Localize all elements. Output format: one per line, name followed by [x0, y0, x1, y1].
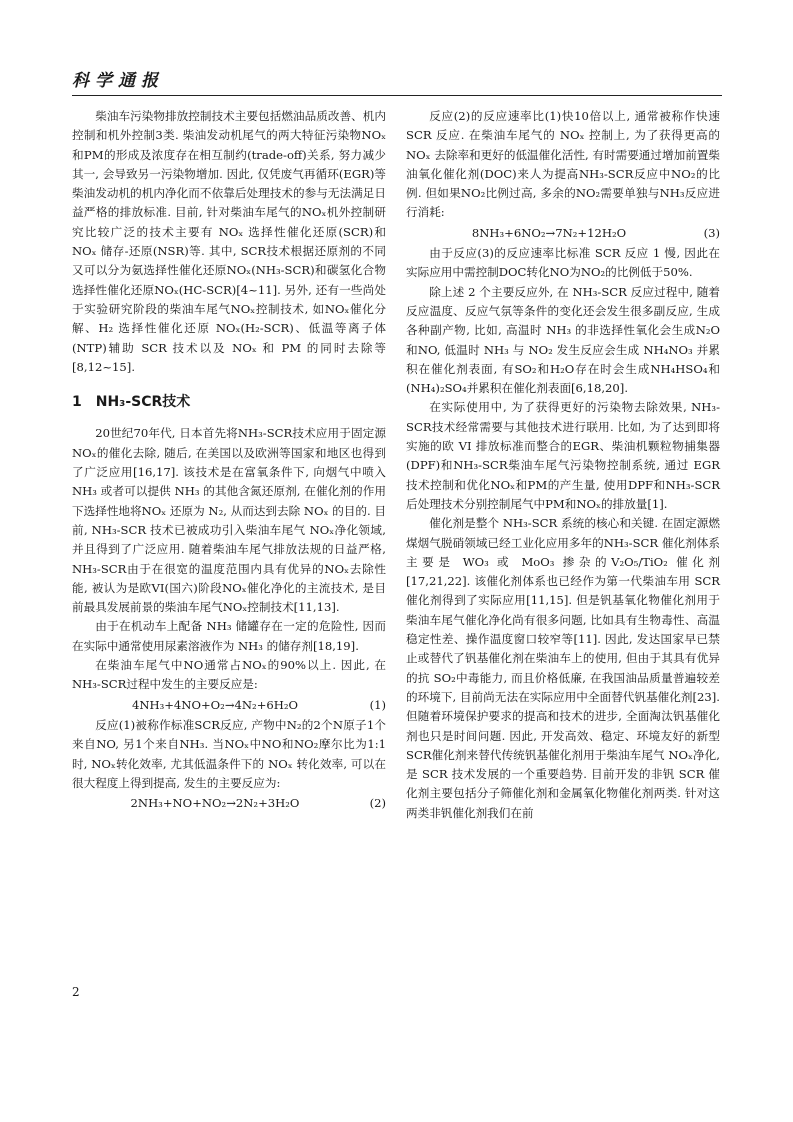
paragraph: 由于在机动车上配备 NH₃ 储罐存在一定的危险性, 因而在实际中通常使用尿素溶液作为 NH₃ 的储存剂[18,19].: [72, 619, 386, 653]
equation-label: (1): [369, 697, 386, 712]
paragraph: 催化剂是整个 NH₃-SCR 系统的核心和关键. 在固定源燃煤烟气脱硝领域已经工业化应用多年的NH₃-SCR 催化剂体系主要是 WO₃ 或 MoO₃ 掺杂的V₂O₅/TiO₂ 催化剂[17,21,22]. 该催化剂体系也已经作为第一代柴油车用 SCR 催化剂得到了实际应用[11,15]. 但是钒基氧化物催化剂用于柴油车尾气催化净化尚有很多问题, 比如具有生物毒性、高温稳定性差、操作温度窗口较窄等[11]. 因此, 发达国家早已禁止或替代了钒基催化剂在柴油车上的使用, 但由于其具有优异的抗 SO₂中毒能力, 而且价格低廉, 在我国油品质量普遍较差的环境下, 目前尚无法在实际应用中全面替代钒基催化剂[23]. 但随着环境保护要求的提高和技术的进步, 全面淘汰钒基催化剂也只是时间问题. 因此, 开发高效、稳定、环境友好的新型SCR催化剂来替代传统钒基催化剂用于柴油车尾气 NOₓ净化, 是 SCR 技术发展的一个重要趋势. 目前开发的非钒 SCR 催化剂主要包括分子筛催化剂和金属氧化物催化剂两类. 针对这两类非钒催化剂我们在前: [406, 516, 720, 820]
paragraph: 在柴油车尾气中NO通常占NOₓ的90%以上. 因此, 在NH₃-SCR过程中发生的主要反应是:: [72, 658, 386, 692]
paragraph: 20世纪70年代, 日本首先将NH₃-SCR技术应用于固定源NOₓ的催化去除, 随后, 在美国以及欧洲等国家和地区也得到了广泛应用[16,17]. 该技术是在富氧条件下, 向烟气中喷入 NH₃ 或者可以提供 NH₃ 的其他含氮还原剂, 在催化剂的作用下选择性地将NOₓ 还原为 N₂, 从而达到去除 NOₓ 的目的. 目前, NH₃-SCR 技术已被成功引入柴油车尾气 NOₓ净化领域, 并且得到了广泛应用. 随着柴油车尾气排放法规的日益严格, NH₃-SCR由于在很宽的温度范围内具有优异的NOₓ去除性能, 被认为是欧VI(国六)阶段NOₓ催化净化的主流技术, 是目前最具发展前景的柴油车尾气NOₓ控制技术[11,13].: [72, 426, 386, 615]
section-number: 1: [72, 394, 82, 411]
equation-label: (2): [369, 796, 386, 811]
paragraph: 由于反应(3)的反应速率比标准 SCR 反应 1 慢, 因此在实际应用中需控制DOC转化NO为NO₂的比例低于50%.: [406, 246, 720, 280]
paragraph: 在实际使用中, 为了获得更好的污染物去除效果, NH₃-SCR技术经常需要与其他技术进行联用. 比如, 为了达到即将实施的欧 VI 排放标准而整合的EGR、柴油机颗粒物捕集器(DPF)和NH₃-SCR柴油车尾气污染物控制系统, 通过 EGR 技术控制和优化NOₓ和PM的产生量, 使用DPF和NH₃-SCR后处理技术分别控制尾气中PM和NOₓ的排放量[1].: [406, 400, 720, 511]
paragraph: 柴油车污染物排放控制技术主要包括燃油品质改善、机内控制和机外控制3类. 柴油发动机尾气的两大特征污染物NOₓ和PM的形成及浓度存在相互制约(trade-off)关系, 努力减少其一, 会导致另一污染物增加. 因此, 仅凭废气再循环(EGR)等柴油发动机的机内净化而不依靠后处理技术的参与无法满足日益严格的排放标准. 目前, 针对柴油车尾气的NOₓ机外控制研究比较广泛的技术主要有 NOₓ 选择性催化还原(SCR)和 NOₓ 储存-还原(NSR)等. 其中, SCR技术根据还原剂的不同又可以分为氨选择性催化还原NOₓ(NH₃-SCR)和碳氢化合物选择性催化还原NOₓ(HC-SCR)[4~11]. 另外, 还有一些尚处于实验研究阶段的柴油车尾气NOₓ控制技术, 如NOₓ催化分解、H₂ 选择性催化还原 NOₓ(H₂-SCR)、低温等离子体(NTP)辅助 SCR 技术以及 NOₓ 和 PM 的同时去除等[8,12~15].: [72, 109, 386, 374]
equation-body: 4NH₃+4NO+O₂→4N₂+6H₂O: [131, 697, 299, 712]
paragraph: 反应(2)的反应速率比(1)快10倍以上, 通常被称作快速 SCR 反应. 在柴油车尾气的 NOₓ 控制上, 为了获得更高的 NOₓ 去除率和更好的低温催化活性, 有时需要通过增加前置柴油氧化催化剂(DOC)来人为提高NH₃-SCR反应中NO₂的比例. 但如果NO₂比例过高, 多余的NO₂需要单独与NH₃反应进行消耗:: [406, 109, 720, 220]
equation-body: 8NH₃+6NO₂→7N₂+12H₂O: [471, 225, 627, 240]
page-number: 2: [72, 985, 80, 999]
paragraph: 除上述 2 个主要反应外, 在 NH₃-SCR 反应过程中, 随着反应温度、反应气氛等条件的变化还会发生很多副反应, 生成各种副产物, 比如, 高温时 NH₃ 的非选择性氧化会生成N₂O和NO, 低温时 NH₃ 与 NO₂ 发生反应会生成 NH₄NO₃ 并累积在催化剂表面, 有SO₂和H₂O存在时会生成NH₄HSO₄和(NH₄)₂SO₄并累积在催化剂表面[6,18,20].: [406, 284, 720, 396]
equation-1: [72, 696, 386, 715]
section-title: NH₃-SCR技术: [95, 394, 191, 411]
journal-title: 科学通报: [72, 71, 164, 91]
left-column: [72, 107, 386, 814]
header-rule: [72, 95, 722, 96]
equation-body: 2NH₃+NO+NO₂→2N₂+3H₂O: [130, 796, 300, 811]
paragraph: 反应(1)被称作标准SCR反应, 产物中N₂的2个N原子1个来自NO, 另1个来自NH₃. 当NOₓ中NO和NO₂摩尔比为1:1时, NOₓ转化效率, 尤其低温条件下的 NOₓ 转化效率, 可以在很大程度上得到提高, 发生的主要反应为:: [72, 717, 386, 790]
equation-label: (3): [703, 225, 720, 240]
right-column: [406, 107, 720, 823]
section-heading: [72, 393, 386, 412]
equation-2: [72, 794, 386, 813]
equation-3: [406, 224, 720, 243]
